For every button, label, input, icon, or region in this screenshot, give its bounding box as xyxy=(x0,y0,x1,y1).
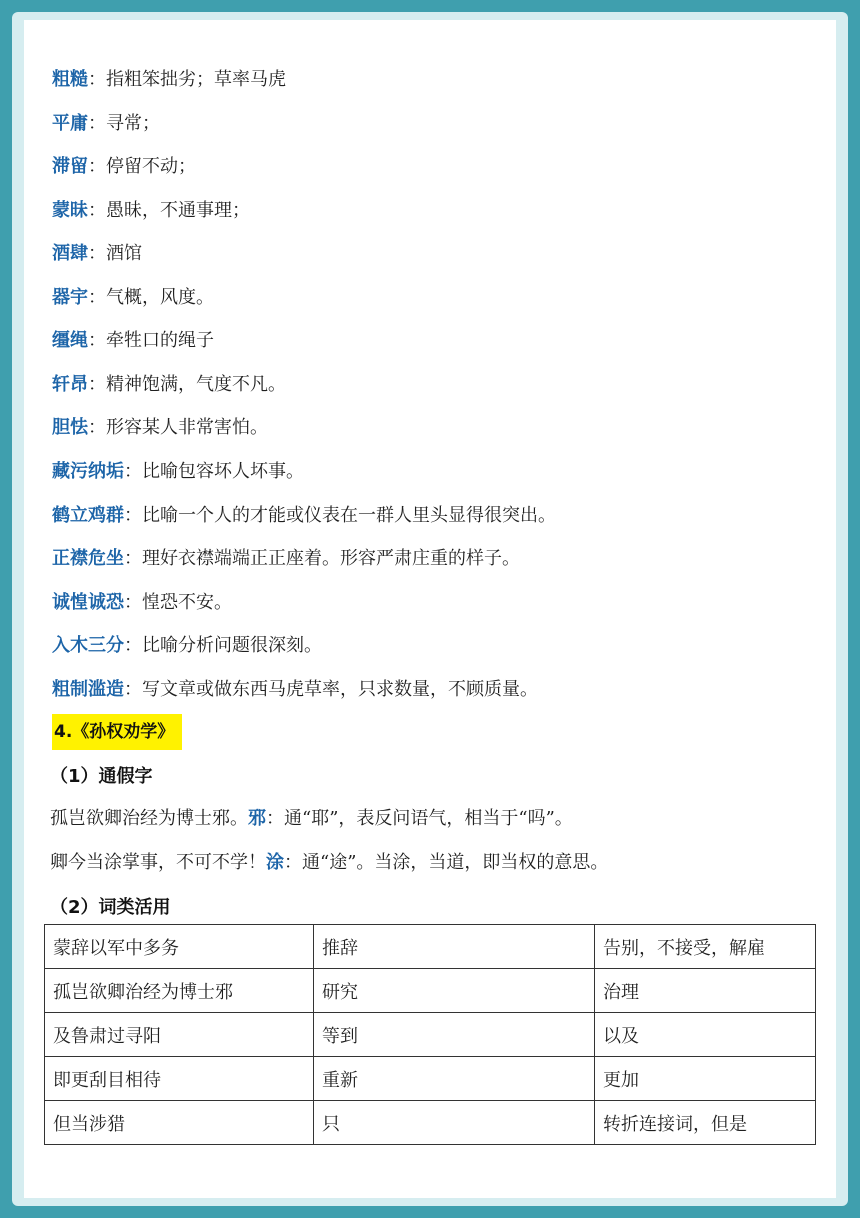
term-line: 藏污纳垢：比喻包容坏人坏事。 xyxy=(52,461,304,482)
term-line: 粗糙：指粗笨拙劣；草率马虎 xyxy=(52,69,286,90)
term-line: 诚惶诚恐：惶恐不安。 xyxy=(52,592,232,613)
table-cell: 以及 xyxy=(595,1013,816,1057)
table-cell: 告别，不接受，解雇 xyxy=(595,925,816,969)
table-row xyxy=(45,1101,816,1145)
table-cell: 更加 xyxy=(595,1057,816,1101)
term-line: 胆怯：形容某人非常害怕。 xyxy=(52,417,268,438)
tongjia-line: 孤岂欲卿治经为博士邪。邪：通“耶”，表反问语气，相当于“吗”。 xyxy=(50,808,573,829)
word-usage-table xyxy=(44,924,816,1145)
term-line: 滞留：停留不动； xyxy=(52,156,196,177)
table-cell: 即更刮目相待 xyxy=(45,1057,314,1101)
term-line: 轩昂：精神饱满，气度不凡。 xyxy=(52,374,286,395)
section-heading: 4.《孙权劝学》 xyxy=(52,714,182,750)
tongjia-line: 卿今当涂掌事，不可不学！涂：通“途”。当涂，当道，即当权的意思。 xyxy=(50,852,609,873)
term-line: 粗制滥造：写文章或做东西马虎草率，只求数量，不顾质量。 xyxy=(52,679,538,700)
term-line: 酒肆：酒馆 xyxy=(52,243,142,264)
term-line: 入木三分：比喻分析问题很深刻。 xyxy=(52,635,322,656)
table-cell: 研究 xyxy=(314,969,595,1013)
table-row xyxy=(45,925,816,969)
table-cell: 但当涉猎 xyxy=(45,1101,314,1145)
table-row xyxy=(45,1013,816,1057)
term-line: 器宇：气概，风度。 xyxy=(52,287,214,308)
table-cell: 转折连接词，但是 xyxy=(595,1101,816,1145)
table-cell: 重新 xyxy=(314,1057,595,1101)
table-cell: 治理 xyxy=(595,969,816,1013)
table-cell: 推辞 xyxy=(314,925,595,969)
subsection-heading-cilei: （2）词类活用 xyxy=(50,897,171,918)
term-line: 蒙昧：愚昧，不通事理； xyxy=(52,200,250,221)
table-cell: 只 xyxy=(314,1101,595,1145)
term-line: 平庸：寻常； xyxy=(52,113,160,134)
table-cell: 等到 xyxy=(314,1013,595,1057)
subsection-heading-tongjia: （1）通假字 xyxy=(50,766,153,787)
term-line: 正襟危坐：理好衣襟端端正正座着。形容严肃庄重的样子。 xyxy=(52,548,520,569)
term-line: 鹤立鸡群：比喻一个人的才能或仪表在一群人里头显得很突出。 xyxy=(52,505,556,526)
table-cell: 蒙辞以军中多务 xyxy=(45,925,314,969)
table-row xyxy=(45,1057,816,1101)
term-line: 缰绳：牵牲口的绳子 xyxy=(52,330,214,351)
table-cell: 孤岂欲卿治经为博士邪 xyxy=(45,969,314,1013)
table-cell: 及鲁肃过寻阳 xyxy=(45,1013,314,1057)
table-row xyxy=(45,969,816,1013)
